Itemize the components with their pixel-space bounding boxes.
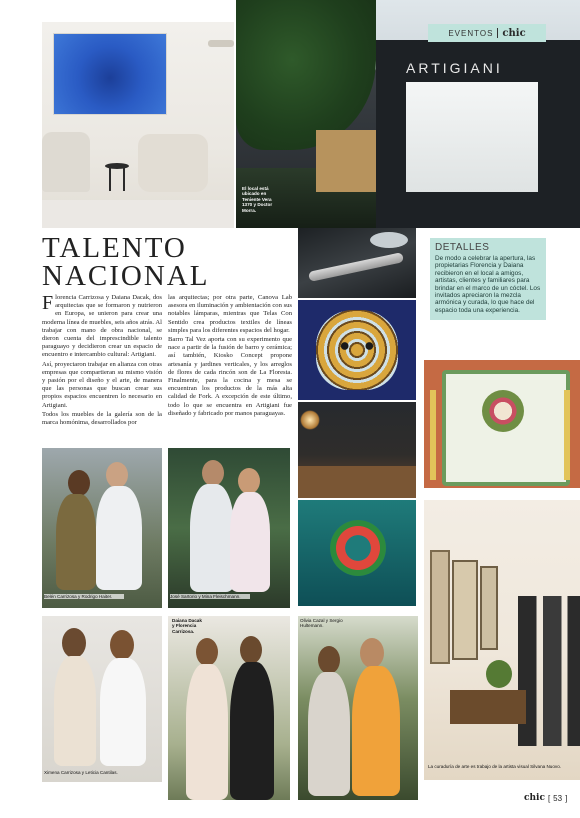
paragraph-2: Así, proyectaron trabajar en alianza con otras empresas que compartieran su mismo visión y pasión por el diseño y el arte, de manera que las personas que buscan crear sus propios espacios encuentren lo necesario en Artigiani. [42,360,162,409]
flower-pattern [482,390,524,432]
paragraph-4: las arquitectas; por otra parte, Canova Lab asesora en iluminación y ambientación con sus notables lámparas, mientras que Telas Con Sentido crea productos textiles de líneas simples para los diferentes espacios del hogar. [168,294,292,334]
paragraph-5: Barro Tal Vez aporta con su experimento que nace a partir de la fusión de barro y cerámica; así también, Kiosko Concept propone artesanía y jardines verticales, y los arreglos de flores de cada rincón son de La Floresta. Finalmente, para la cocina y mesa se encuentran los productos de la más alta calidad de Fork. A excepción de este último, todo lo que se encuentra en Artigiani fue diseñado y fabricado por manos paraguayas. [168,336,292,417]
lamp-glow [300,410,320,430]
people-photo-daiana [168,616,290,800]
title-line-1: TALENTO [42,232,187,264]
divider [497,28,498,38]
side-table [104,162,130,192]
person-body [100,658,146,766]
person-head [360,638,384,668]
details-heading: DETALLES [435,242,490,253]
caption-jose: José Sartorio y Mina Fleischmann. [170,594,250,599]
person-head [196,638,218,666]
section-label: EVENTOS [448,28,494,38]
person-body [54,656,96,766]
person-body [186,664,228,800]
knife [308,252,404,282]
artwork [430,550,450,664]
storefront-caption: El local está ubicado en Teniente Vera 1370 y Doctor Morra. [242,186,273,213]
fork [430,390,436,480]
knife [564,390,570,480]
article-column-1 [42,294,162,428]
drop-cap: F [42,292,54,314]
gallery-photo [424,500,580,780]
plant [486,660,512,688]
footer-bracket: ] [565,793,568,803]
store-logo: ARTIGIANI [406,60,503,76]
cutlery-photo [298,228,416,298]
caption-belen: Belén Carrizosa y Rodrigo Haiter. [44,594,124,599]
person-body [96,486,142,590]
leopard-painting-photo [298,300,416,400]
person-head [68,470,90,496]
page-number: 53 [553,793,563,803]
article-column-2 [168,294,292,419]
footer-bracket: [ [547,793,551,803]
details-text: De modo a celebrar la apertura, las propietarias Florencia y Daiana recibieron en el local a amigos, artistas, clientes y familiares para brindar en el marco de un cóctel. Los invitados apreciaron la mezcla armónica y curada, lo que hace del espacio toda una experiencia. [435,255,541,314]
person-head [106,462,128,488]
gallery-caption: La curaduría de arte es trabajo de la artista visual Silvana Nuovo. [428,764,562,769]
caption-olivia: Olivia Cazal y Sergio Hultemann. [300,618,343,629]
title-line-2: NACIONAL [42,260,210,292]
person-body [56,494,96,590]
table-lamp-photo [298,402,416,498]
paragraph-3: Todos los muebles de la galería son de la marca homónima, desarrollados por [42,410,162,427]
artwork [452,560,478,660]
person-body [352,666,400,796]
article-title [42,234,292,290]
brand-logo: chic [502,27,526,39]
person-head [62,628,86,658]
caption-ximena: Ximena Carrizosa y Leticia Cantilas. [44,770,118,775]
paragraph-1 [42,294,162,360]
paragraph-1-text: lorencia Carrizosa y Daiana Dacak, dos arquitectas que se formaron y nutrieron en Europa, se unieron para crear una moderna línea de muebles, seis años atrás. Al trabajar con mano de obra nacional, se dieron cuenta del imprescindible talento paraguayo y decidieron crear un espacio de encuentro e intercambio cultural: Artigiani. [42,294,162,359]
person-body [308,672,350,796]
visitors [518,596,580,746]
caption-daiana: Daiana Dacak y Florencia Carrizosa. [172,618,202,634]
person-head [240,636,262,664]
tree [236,0,376,150]
watermelon-float [330,520,386,576]
sofa [138,134,208,192]
rug [42,200,234,228]
person-head [238,468,260,494]
person-body [230,662,274,800]
page-footer [524,793,567,803]
footer-brand: chic [524,793,545,803]
wall-lamp [208,40,234,47]
blue-painting [54,34,166,114]
bowl [370,232,408,248]
bench [450,690,526,724]
pool-float-photo [298,500,416,606]
armchair [42,132,90,192]
people-photo-belen [42,448,162,608]
section-badge [428,24,546,42]
person-head [110,630,134,660]
table [298,466,416,498]
people-photo-olivia [298,616,418,800]
shop-window [406,82,538,192]
person-body [230,492,270,592]
person-head [202,460,224,486]
leopard-face [316,310,398,390]
person-head [318,646,340,674]
details-box [430,238,546,320]
person-body [190,484,234,592]
artwork [480,566,498,650]
entrance [316,130,376,192]
living-room-photo [42,22,234,228]
people-photo-ximena [42,616,162,782]
plate-photo [424,360,580,488]
people-photo-jose [168,448,290,608]
